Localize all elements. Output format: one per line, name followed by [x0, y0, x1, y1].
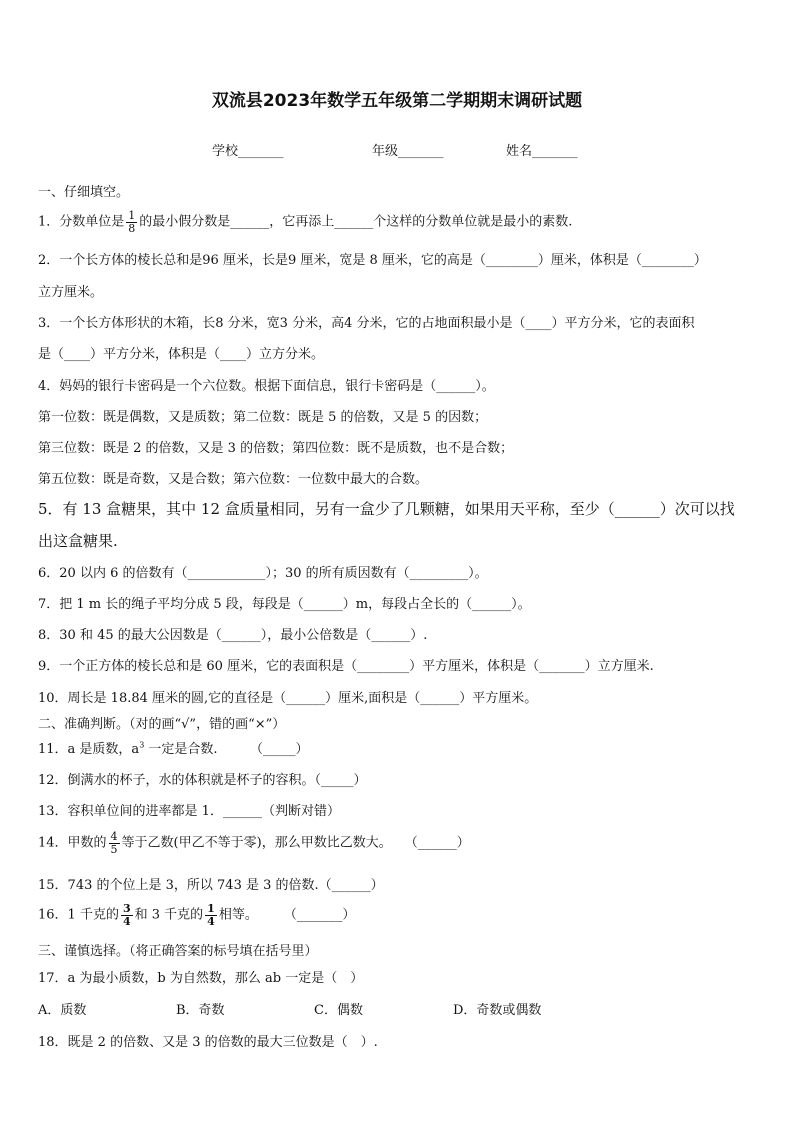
question-17: 17．a 为最小质数，b 为自然数，那么 ab 一定是（ ）: [38, 971, 364, 986]
question-10: 10．周长是 18.84 厘米的圆,它的直径是（______）厘米,面积是（______）平方厘米。: [38, 691, 538, 706]
question-3-line-2: 是（____）平方分米，体积是（____）立方分米。: [38, 347, 325, 362]
fraction-denominator: 8: [128, 221, 136, 235]
question-17-option-a[interactable]: A．质数: [38, 1003, 87, 1018]
question-2-line-1: 2．一个长方体的棱长总和是96 厘米，长是9 厘米，宽是 8 厘米，它的高是（________）厘米，体积是（________）: [38, 253, 707, 268]
question-17-option-b[interactable]: B．奇数: [176, 1003, 225, 1018]
question-1-part-a: 1．分数单位是: [38, 214, 125, 230]
question-7: 7．把 1 m 长的绳子平均分成 5 段，每段是（______）m，每段占全长的（______）。: [38, 597, 531, 612]
page-title: 双流县2023年数学五年级第二学期期末调研试题: [211, 91, 583, 111]
question-16-part-a: 16．1 千克的: [38, 907, 119, 923]
grade-field[interactable]: 年级_______: [372, 144, 444, 159]
question-3-line-1: 3．一个长方体形状的木箱，长8 分米，宽3 分米，高4 分米，它的占地面积最小是（____）平方分米，它的表面积: [38, 316, 695, 331]
fraction-numerator: 1: [207, 902, 215, 915]
question-6: 6．20 以内 6 的倍数有（____________）；30 的所有质因数有（_________）。: [38, 566, 488, 581]
fraction-numerator: 4: [110, 830, 118, 843]
fraction-denominator: 5: [110, 842, 118, 856]
question-4-line-1: 4．妈妈的银行卡密码是一个六位数。根据下面信息，银行卡密码是（______）。: [38, 379, 495, 394]
question-8: 8．30 和 45 的最大公因数是（______），最小公倍数是（______）.: [38, 628, 428, 643]
question-11-part-b: 一定是合数. （_____）: [144, 742, 309, 757]
fraction-numerator: 1: [128, 209, 136, 222]
question-2-line-2: 立方厘米。: [38, 285, 104, 300]
fraction-denominator: 4: [207, 914, 215, 928]
question-16-part-b: 和 3 千克的: [134, 907, 204, 923]
fraction-one-quarter: [205, 903, 217, 927]
question-11: [38, 738, 309, 757]
question-13: 13．容积单位间的进率都是 1．______（判断对错）: [38, 804, 340, 819]
fraction-three-quarters: [121, 903, 133, 927]
name-field[interactable]: 姓名_______: [506, 144, 578, 159]
section-3-heading: 三、谨慎选择。（将正确答案的标号填在括号里）: [38, 944, 318, 959]
section-2-heading: 二、准确判断。（对的画“√”，错的画“×”）: [38, 717, 286, 732]
question-9: 9．一个正方体的棱长总和是 60 厘米，它的表面积是（________）平方厘米，体积是（_______）立方厘米.: [38, 659, 654, 674]
question-12: 12．倒满水的杯子，水的体积就是杯子的容积。（_____）: [38, 773, 367, 788]
question-15: 15．743 的个位上是 3，所以 743 是 3 的倍数.（______）: [38, 878, 384, 893]
exponent: 3: [139, 740, 145, 750]
question-14: [38, 831, 470, 855]
question-16-part-c: 相等。 （_______）: [218, 907, 356, 923]
fraction-numerator: 3: [122, 902, 131, 915]
question-1: [38, 210, 572, 234]
question-1-part-b: 的最小假分数是______，它再添上______个这样的分数单位就是最小的素数.: [139, 214, 573, 230]
question-17-option-d[interactable]: D．奇数或偶数: [453, 1003, 542, 1018]
question-4-line-4: 第五位数：既是奇数，又是合数；第六位数：一位数中最大的合数。: [38, 472, 429, 487]
fraction-denominator: 4: [122, 914, 131, 928]
question-14-part-b: 等于乙数(甲乙不等于零)，那么甲数比乙数大。 （______）: [121, 835, 470, 851]
fraction-one-eighth: [126, 210, 137, 234]
question-14-part-a: 14．甲数的: [38, 835, 107, 851]
section-1-heading: 一、仔细填空。: [38, 185, 130, 200]
question-17-option-c[interactable]: C．偶数: [314, 1003, 363, 1018]
question-4-line-3: 第三位数：既是 2 的倍数，又是 3 的倍数；第四位数：既不是质数，也不是合数；: [38, 441, 514, 456]
question-4-line-2: 第一位数：既是偶数，又是质数；第二位数：既是 5 的倍数，又是 5 的因数；: [38, 410, 488, 425]
fraction-four-fifths: [109, 831, 120, 855]
school-field[interactable]: 学校_______: [212, 144, 284, 159]
question-16: [38, 903, 355, 927]
question-5-line-1: 5．有 13 盒糖果，其中 12 盒质量相同，另有一盒少了几颗糖，如果用天平称，至少（______）次可以找: [38, 500, 735, 518]
question-18: 18．既是 2 的倍数、又是 3 的倍数的最大三位数是（ ）.: [38, 1035, 378, 1050]
question-5-line-2: 出这盒糖果.: [38, 532, 118, 550]
question-11-part-a: 11．a 是质数，a: [38, 742, 140, 757]
